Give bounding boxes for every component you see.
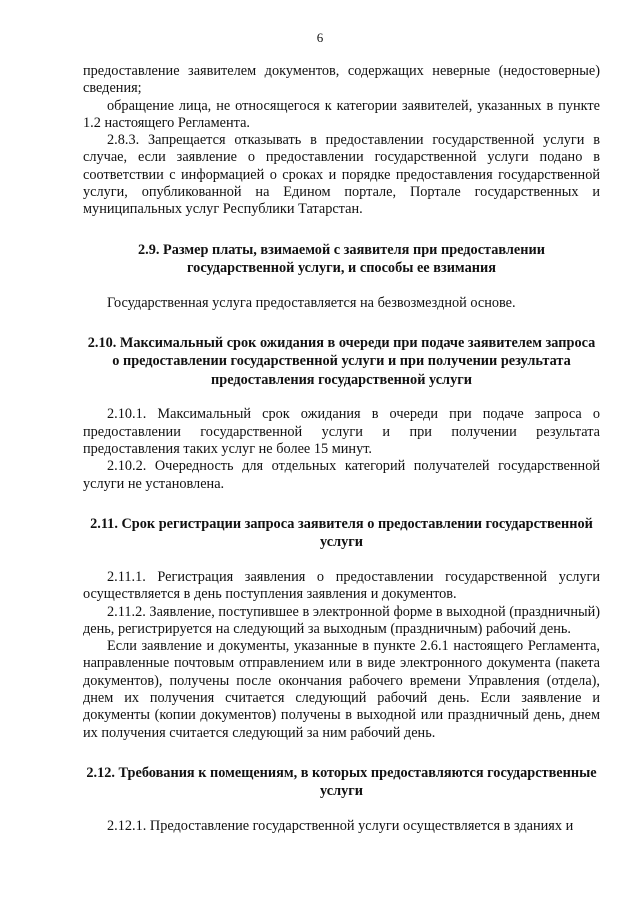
section-2-12-title: 2.12. Требования к помещениям, в которых предоставляются государственные услуги — [86, 764, 597, 800]
paragraph-invalid-documents: предоставление заявителем документов, содержащих неверные (недостоверные) сведения; — [83, 63, 600, 97]
section-2-10-title: 2.10. Максимальный срок ожидания в очереди при подаче заявителем запроса о предоставлении государственной услуги и при получении результата предоставления государственной услуги — [87, 334, 596, 388]
paragraph-2-12-1: 2.12.1. Предоставление государственной услуги осуществляется в зданиях и — [107, 817, 574, 834]
page-number: 6 — [316, 30, 324, 45]
paragraph-2-8-3: 2.8.3. Запрещается отказывать в предоставлении государственной услуги в случае, если заявление о предоставлении государственной услуги подано в соответствии с информацией о сроках и порядке предоставления государственной услуги, опубликованной на Едином портале, Портале государственных и муниципальных услуг Республики Татарстан. — [83, 132, 600, 218]
paragraph-2-11-1: 2.11.1. Регистрация заявления о предоставлении государственной услуги осуществляется в день поступления заявления и документов. — [83, 568, 600, 603]
paragraph-non-applicant: обращение лица, не относящегося к категории заявителей, указанных в пункте 1.2 настоящего Регламента. — [83, 97, 600, 131]
paragraph-2-9-free: Государственная услуга предоставляется на безвозмездной основе. — [107, 294, 516, 311]
document-body — [83, 63, 600, 835]
section-2-11-title: 2.11. Срок регистрации запроса заявителя о предоставлении государственной услуги — [90, 515, 593, 551]
paragraph-2-11-2: 2.11.2. Заявление, поступившее в электронной форме в выходной (праздничный) день, регистрируется на следующий за выходным (праздничным) рабочий день. — [83, 603, 600, 637]
paragraph-2-10-2: 2.10.2. Очередность для отдельных категорий получателей государственной услуги не установлена. — [83, 458, 600, 492]
section-2-9-title: 2.9. Размер платы, взимаемой с заявителя при предоставлении государственной услуги, и способы ее взимания — [137, 241, 545, 277]
paragraph-2-10-1: 2.10.1. Максимальный срок ожидания в очереди при подаче запроса о предоставлении государственной услуги и при получении результата предоставления таких услуг не более 15 минут. — [83, 406, 600, 458]
paragraph-2-11-mail: Если заявление и документы, указанные в пункте 2.6.1 настоящего Регламента, направленные почтовым отправлением или в виде электронного документа (пакета документов), получены после окончания рабочего времени Управления (отдела), днем их получения считается следующий рабочий день. Если заявление и документы (копии документов) получены в выходной или праздничный день, днем их получения считается следующий за ним рабочий день. — [83, 638, 600, 741]
